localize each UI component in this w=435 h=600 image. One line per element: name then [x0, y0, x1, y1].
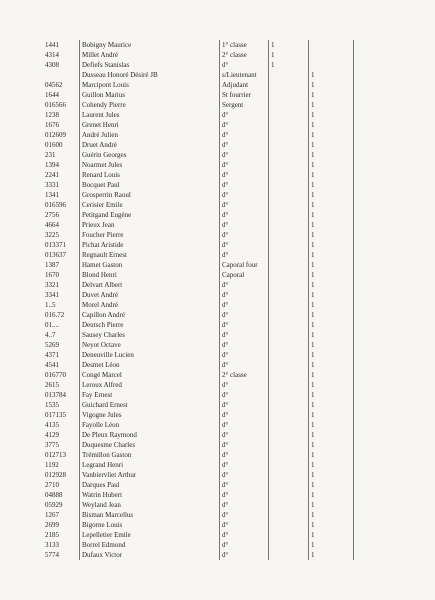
grade-cell: d° [222, 301, 229, 309]
table-row [40, 320, 395, 330]
grade-cell: d° [222, 231, 229, 239]
matricule-cell: 013637 [45, 251, 66, 259]
mark-2-cell: 1 [311, 121, 315, 129]
table-row [40, 520, 395, 530]
grade-cell: d° [222, 321, 229, 329]
table-row [40, 180, 395, 190]
matricule-cell: 016770 [45, 371, 66, 379]
matricule-cell: 05929 [45, 501, 63, 509]
matricule-cell: 1267 [45, 511, 59, 519]
mark-1-cell: 1 [271, 51, 275, 59]
matricule-cell: 4664 [45, 221, 59, 229]
table-row [40, 330, 395, 340]
grade-cell: d° [222, 541, 229, 549]
table-row [40, 130, 395, 140]
mark-2-cell: 1 [311, 161, 315, 169]
table-row [40, 400, 395, 410]
matricule-cell: 1535 [45, 401, 59, 409]
grade-cell: d° [222, 401, 229, 409]
matricule-cell: 013784 [45, 391, 66, 399]
table-row [40, 490, 395, 500]
table-row [40, 510, 395, 520]
mark-2-cell: 1 [311, 351, 315, 359]
matricule-cell: 2185 [45, 531, 59, 539]
name-cell: Blond Henri [82, 271, 117, 279]
mark-2-cell: 1 [311, 411, 315, 419]
mark-2-cell: 1 [311, 261, 315, 269]
matricule-cell: 3775 [45, 441, 59, 449]
table-row [40, 420, 395, 430]
grade-cell: d° [222, 341, 229, 349]
name-cell: De Pleux Raymond [82, 431, 137, 439]
name-cell: Bigorne Louis [82, 521, 123, 529]
grade-cell: d° [222, 501, 229, 509]
name-cell: Morel André [82, 301, 118, 309]
matricule-cell: 012609 [45, 131, 66, 139]
matricule-cell: 4541 [45, 361, 59, 369]
table-row [40, 90, 395, 100]
table-row [40, 450, 395, 460]
mark-2-cell: 1 [311, 451, 315, 459]
mark-2-cell: 1 [311, 471, 315, 479]
mark-2-cell: 1 [311, 141, 315, 149]
grade-cell: d° [222, 411, 229, 419]
table-row [40, 100, 395, 110]
mark-2-cell: 1 [311, 531, 315, 539]
mark-2-cell: 1 [311, 271, 315, 279]
grade-cell: s/Lieutenant [222, 71, 257, 79]
table-row [40, 370, 395, 380]
table-row [40, 430, 395, 440]
mark-2-cell: 1 [311, 171, 315, 179]
name-cell: Foucher Pierre [82, 231, 124, 239]
matricule-cell: 4308 [45, 61, 59, 69]
matricule-cell: 4314 [45, 51, 59, 59]
name-cell: Delvart Albert [82, 281, 123, 289]
table-row [40, 140, 395, 150]
mark-2-cell: 1 [311, 501, 315, 509]
matricule-cell: 1..5 [45, 301, 56, 309]
name-cell: Grosperrin Raoul [82, 191, 131, 199]
mark-2-cell: 1 [311, 301, 315, 309]
mark-2-cell: 1 [311, 361, 315, 369]
matricule-cell: 01.... [45, 321, 59, 329]
matricule-cell: 3133 [45, 541, 59, 549]
grade-cell: d° [222, 161, 229, 169]
name-cell: Dusseau Honoré Désiré JB [82, 71, 158, 79]
mark-2-cell: 1 [311, 441, 315, 449]
table-row [40, 350, 395, 360]
mark-2-cell: 1 [311, 131, 315, 139]
table-row [40, 190, 395, 200]
table-row [40, 410, 395, 420]
name-cell: André Julien [82, 131, 118, 139]
name-cell: Congé Marcel [82, 371, 122, 379]
name-cell: Vanbiervliet Arthur [82, 471, 137, 479]
grade-cell: 1° classe [222, 41, 247, 49]
table-row [40, 340, 395, 350]
mark-2-cell: 1 [311, 111, 315, 119]
table-row [40, 290, 395, 300]
mark-2-cell: 1 [311, 511, 315, 519]
grade-cell: d° [222, 291, 229, 299]
matricule-cell: 016.72 [45, 311, 65, 319]
table-row [40, 270, 395, 280]
grade-cell: d° [222, 551, 229, 559]
matricule-cell: 3341 [45, 291, 59, 299]
name-cell: Regnault Ernest [82, 251, 127, 259]
grade-cell: d° [222, 121, 229, 129]
grade-cell: d° [222, 491, 229, 499]
mark-2-cell: 1 [311, 461, 315, 469]
mark-2-cell: 1 [311, 291, 315, 299]
matricule-cell: 3331 [45, 181, 59, 189]
matricule-cell: 2710 [45, 481, 59, 489]
grade-cell: d° [222, 461, 229, 469]
mark-2-cell: 1 [311, 541, 315, 549]
mark-2-cell: 1 [311, 371, 315, 379]
table-row [40, 530, 395, 540]
table-row [40, 210, 395, 220]
name-cell: Neyot Octave [82, 341, 121, 349]
mark-2-cell: 1 [311, 491, 315, 499]
name-cell: Guichard Ernest [82, 401, 128, 409]
grade-cell: d° [222, 241, 229, 249]
name-cell: Vigogne Jules [82, 411, 122, 419]
table-row [40, 540, 395, 550]
table-row [40, 480, 395, 490]
name-cell: Renard Louis [82, 171, 120, 179]
grade-cell: d° [222, 171, 229, 179]
table-row [40, 40, 395, 50]
grade-cell: d° [222, 381, 229, 389]
mark-2-cell: 1 [311, 431, 315, 439]
table-row [40, 160, 395, 170]
name-cell: Fayolle Léon [82, 421, 120, 429]
matricule-cell: 2241 [45, 171, 59, 179]
name-cell: Bocquet Paul [82, 181, 120, 189]
table-row [40, 60, 395, 70]
name-cell: Prieux Jean [82, 221, 115, 229]
grade-cell: d° [222, 531, 229, 539]
mark-2-cell: 1 [311, 151, 315, 159]
matricule-cell: 013371 [45, 241, 66, 249]
grade-cell: d° [222, 151, 229, 159]
name-cell: Bisman Marcellus [82, 511, 134, 519]
matricule-cell: 016596 [45, 201, 66, 209]
mark-2-cell: 1 [311, 81, 315, 89]
name-cell: Marcipont Louis [82, 81, 129, 89]
grade-cell: d° [222, 141, 229, 149]
grade-cell: d° [222, 111, 229, 119]
table-row [40, 110, 395, 120]
matricule-cell: 04888 [45, 491, 63, 499]
table-row [40, 500, 395, 510]
mark-2-cell: 1 [311, 381, 315, 389]
mark-2-cell: 1 [311, 331, 315, 339]
name-cell: Desmet Léon [82, 361, 120, 369]
name-cell: Leroux Alfred [82, 381, 122, 389]
grade-cell: d° [222, 221, 229, 229]
name-cell: Grenet Henri [82, 121, 119, 129]
name-cell: Duvet André [82, 291, 118, 299]
grade-cell: Adjudant [222, 81, 249, 89]
grade-cell: d° [222, 201, 229, 209]
name-cell: Deutsch Pierre [82, 321, 124, 329]
mark-2-cell: 1 [311, 191, 315, 199]
matricule-cell: 4135 [45, 421, 59, 429]
mark-2-cell: 1 [311, 341, 315, 349]
grade-cell: Caporal four [222, 261, 258, 269]
matricule-cell: 1441 [45, 41, 59, 49]
name-cell: Cerisier Emile [82, 201, 123, 209]
name-cell: Noarmet Jules [82, 161, 123, 169]
mark-2-cell: 1 [311, 211, 315, 219]
table-row [40, 360, 395, 370]
mark-2-cell: 1 [311, 201, 315, 209]
matricule-cell: 01600 [45, 141, 63, 149]
grade-cell: d° [222, 361, 229, 369]
matricule-cell: 1192 [45, 461, 59, 469]
matricule-cell: 4129 [45, 431, 59, 439]
table-row [40, 200, 395, 210]
name-cell: Borrel Edmond [82, 541, 126, 549]
table-row [40, 460, 395, 470]
grade-cell: d° [222, 131, 229, 139]
mark-2-cell: 1 [311, 551, 315, 559]
matricule-cell: 231 [45, 151, 56, 159]
mark-2-cell: 1 [311, 421, 315, 429]
table-row [40, 380, 395, 390]
mark-2-cell: 1 [311, 321, 315, 329]
name-cell: Sausey Charles [82, 331, 125, 339]
table-row [40, 260, 395, 270]
matricule-cell: 3321 [45, 281, 59, 289]
grade-cell: d° [222, 211, 229, 219]
mark-2-cell: 1 [311, 311, 315, 319]
table-row [40, 250, 395, 260]
table-row [40, 310, 395, 320]
grade-cell: d° [222, 481, 229, 489]
table-row [40, 470, 395, 480]
name-cell: Cohendy Pierre [82, 101, 126, 109]
matricule-cell: 1644 [45, 91, 59, 99]
table-row [40, 80, 395, 90]
mark-2-cell: 1 [311, 181, 315, 189]
matricule-cell: 016566 [45, 101, 66, 109]
matricule-cell: 3225 [45, 231, 59, 239]
table-row [40, 170, 395, 180]
matricule-cell: 04562 [45, 81, 63, 89]
grade-cell: d° [222, 391, 229, 399]
name-cell: Laurent Jules [82, 111, 120, 119]
name-cell: Bobigny Maurice [82, 41, 132, 49]
matricule-cell: 1238 [45, 111, 59, 119]
table-row [40, 240, 395, 250]
matricule-cell: 2756 [45, 211, 59, 219]
mark-2-cell: 1 [311, 481, 315, 489]
matricule-cell: 5269 [45, 341, 59, 349]
name-cell: Watrin Hubert [82, 491, 123, 499]
mark-2-cell: 1 [311, 221, 315, 229]
table-row [40, 440, 395, 450]
mark-1-cell: 1 [271, 41, 275, 49]
table-row [40, 70, 395, 80]
mark-1-cell: 1 [271, 61, 275, 69]
grade-cell: Sergent [222, 101, 244, 109]
name-cell: Capillon André [82, 311, 125, 319]
table-row [40, 280, 395, 290]
table-row [40, 120, 395, 130]
mark-2-cell: 1 [311, 101, 315, 109]
roster-table [40, 40, 395, 560]
name-cell: Fay Ernest [82, 391, 113, 399]
mark-2-cell: 1 [311, 251, 315, 259]
matricule-cell: 012713 [45, 451, 66, 459]
matricule-cell: 017135 [45, 411, 66, 419]
matricule-cell: 1670 [45, 271, 59, 279]
grade-cell: d° [222, 521, 229, 529]
name-cell: Guérin Georges [82, 151, 127, 159]
mark-2-cell: 1 [311, 391, 315, 399]
matricule-cell: 2699 [45, 521, 59, 529]
grade-cell: d° [222, 61, 229, 69]
mark-2-cell: 1 [311, 521, 315, 529]
mark-2-cell: 1 [311, 231, 315, 239]
table-row [40, 230, 395, 240]
grade-cell: 2° classe [222, 51, 247, 59]
grade-cell: d° [222, 331, 229, 339]
name-cell: Deneuville Lucien [82, 351, 134, 359]
mark-2-cell: 1 [311, 401, 315, 409]
table-row [40, 300, 395, 310]
grade-cell: d° [222, 281, 229, 289]
name-cell: Petitgand Eugène [82, 211, 132, 219]
name-cell: Hamet Gaston [82, 261, 123, 269]
grade-cell: 2° classe [222, 371, 247, 379]
grade-cell: d° [222, 471, 229, 479]
grade-cell: d° [222, 191, 229, 199]
matricule-cell: 1676 [45, 121, 59, 129]
name-cell: Trémillon Gaston [82, 451, 132, 459]
grade-cell: d° [222, 421, 229, 429]
grade-cell: d° [222, 451, 229, 459]
name-cell: Dufaux Victor [82, 551, 123, 559]
grade-cell: d° [222, 351, 229, 359]
matricule-cell: 1387 [45, 261, 59, 269]
matricule-cell: 012928 [45, 471, 66, 479]
grade-cell: d° [222, 431, 229, 439]
grade-cell: d° [222, 251, 229, 259]
table-row [40, 390, 395, 400]
grade-cell: d° [222, 441, 229, 449]
table-row [40, 550, 395, 560]
name-cell: Defiefs Stanislas [82, 61, 130, 69]
matricule-cell: 5774 [45, 551, 59, 559]
grade-cell: d° [222, 181, 229, 189]
matricule-cell: 1394 [45, 161, 59, 169]
name-cell: Pichat Aristide [82, 241, 124, 249]
name-cell: Duquesme Charles [82, 441, 136, 449]
mark-2-cell: 1 [311, 241, 315, 249]
name-cell: Weyland Jean [82, 501, 121, 509]
grade-cell: St fourrier [222, 91, 251, 99]
name-cell: Lepelletier Emile [82, 531, 131, 539]
matricule-cell: 1341 [45, 191, 59, 199]
matricule-cell: 4371 [45, 351, 59, 359]
name-cell: Druet André [82, 141, 117, 149]
grade-cell: Caporal [222, 271, 245, 279]
matricule-cell: 2615 [45, 381, 59, 389]
matricule-cell: 4..7 [45, 331, 56, 339]
name-cell: Legrand Henri [82, 461, 124, 469]
grade-cell: d° [222, 511, 229, 519]
table-row [40, 50, 395, 60]
table-row [40, 150, 395, 160]
mark-2-cell: 1 [311, 91, 315, 99]
grade-cell: d° [222, 311, 229, 319]
mark-2-cell: 1 [311, 71, 315, 79]
table-row [40, 220, 395, 230]
name-cell: Guillon Marius [82, 91, 125, 99]
mark-2-cell: 1 [311, 281, 315, 289]
name-cell: Darques Paul [82, 481, 120, 489]
name-cell: Millet André [82, 51, 118, 59]
